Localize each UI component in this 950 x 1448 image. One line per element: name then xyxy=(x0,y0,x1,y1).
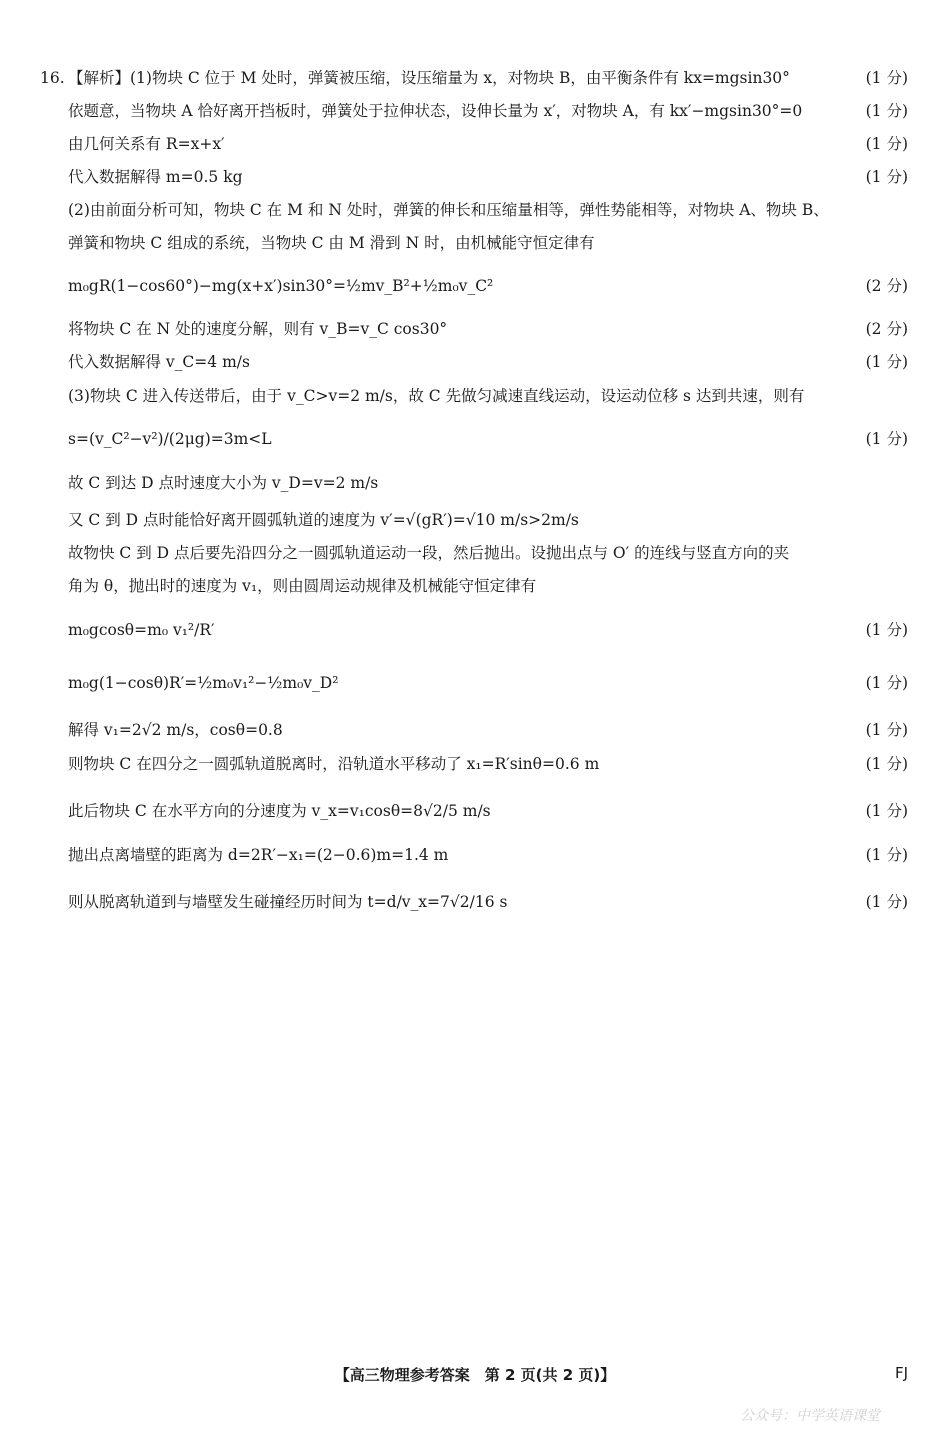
line-text: 则从脱离轨道到与墙壁发生碰撞经历时间为 t=d/v_x=7√2/16 s xyxy=(68,893,508,911)
line-text: s=(v_C²−v²)/(2μg)=3m<L xyxy=(68,430,272,448)
line-points: (1 分) xyxy=(865,135,908,153)
line-text: 角为 θ，抛出时的速度为 v₁，则由圆周运动规律及机械能守恒定律有 xyxy=(68,577,537,595)
line-text: 故 C 到达 D 点时速度大小为 v_D=v=2 m/s xyxy=(68,474,379,492)
line-points: (1 分) xyxy=(865,846,908,864)
line-text: 由几何关系有 R=x+x′ xyxy=(68,135,225,153)
line-text: 则物块 C 在四分之一圆弧轨道脱离时，沿轨道水平移动了 x₁=R′sinθ=0.6 m xyxy=(68,755,600,773)
line-text: (3)物块 C 进入传送带后，由于 v_C>v=2 m/s，故 C 先做匀减速直线运动，设运动位移 s 达到共速，则有 xyxy=(68,387,805,405)
line-points: (1 分) xyxy=(865,674,908,692)
line-text: 故物快 C 到 D 点后要先沿四分之一圆弧轨道运动一段，然后抛出。设抛出点与 O′ 的连线与竖直方向的夹 xyxy=(68,544,790,562)
line-text: 【解析】(1)物块 C 位于 M 处时，弹簧被压缩，设压缩量为 x，对物块 B，由平衡条件有 kx=mgsin30° xyxy=(68,69,790,87)
line-text: (2)由前面分析可知，物块 C 在 M 和 N 处时，弹簧的伸长和压缩量相等，弹性势能相等，对物块 A、物块 B、 xyxy=(68,201,829,219)
line-text: 又 C 到 D 点时能恰好离开圆弧轨道的速度为 v′=√(gR′)=√10 m/s>2m/s xyxy=(68,511,579,529)
line-text: 依题意，当物块 A 恰好离开挡板时，弹簧处于拉伸状态，设伸长量为 x′，对物块 A，有 kx′−mgsin30°=0 xyxy=(68,102,803,120)
line-text: 代入数据解得 m=0.5 kg xyxy=(68,168,243,186)
line-points: (1 分) xyxy=(865,621,908,639)
line-text: m₀gcosθ=m₀ v₁²/R′ xyxy=(68,621,215,639)
line-text: 将物块 C 在 N 处的速度分解，则有 v_B=v_C cos30° xyxy=(68,320,448,338)
question-number: 16. xyxy=(40,69,65,87)
watermark: 公众号：中学英语课堂 xyxy=(740,1408,880,1424)
line-text: 代入数据解得 v_C=4 m/s xyxy=(68,353,250,371)
line-points: (2 分) xyxy=(865,320,908,338)
line-points: (1 分) xyxy=(865,721,908,739)
line-text: 解得 v₁=2√2 m/s，cosθ=0.8 xyxy=(68,721,283,739)
line-points: (1 分) xyxy=(865,69,908,87)
line-points: (1 分) xyxy=(865,168,908,186)
line-text: m₀gR(1−cos60°)−mg(x+x′)sin30°=½mv_B²+½m₀v_C² xyxy=(68,277,494,295)
line-text: m₀g(1−cosθ)R′=½m₀v₁²−½m₀v_D² xyxy=(68,674,339,692)
line-points: (1 分) xyxy=(865,893,908,911)
edition-code: FJ xyxy=(894,1364,908,1382)
line-points: (1 分) xyxy=(865,430,908,448)
line-points: (1 分) xyxy=(865,802,908,820)
line-text: 抛出点离墙壁的距离为 d=2R′−x₁=(2−0.6)m=1.4 m xyxy=(68,846,449,864)
line-points: (2 分) xyxy=(865,277,908,295)
line-text: 弹簧和物块 C 组成的系统，当物块 C 由 M 滑到 N 时，由机械能守恒定律有 xyxy=(68,234,595,252)
line-points: (1 分) xyxy=(865,755,908,773)
page-footer: 【高三物理参考答案 第 2 页(共 2 页)】 xyxy=(334,1366,616,1384)
line-points: (1 分) xyxy=(865,102,908,120)
line-text: 此后物块 C 在水平方向的分速度为 v_x=v₁cosθ=8√2/5 m/s xyxy=(68,802,491,820)
line-points: (1 分) xyxy=(865,353,908,371)
